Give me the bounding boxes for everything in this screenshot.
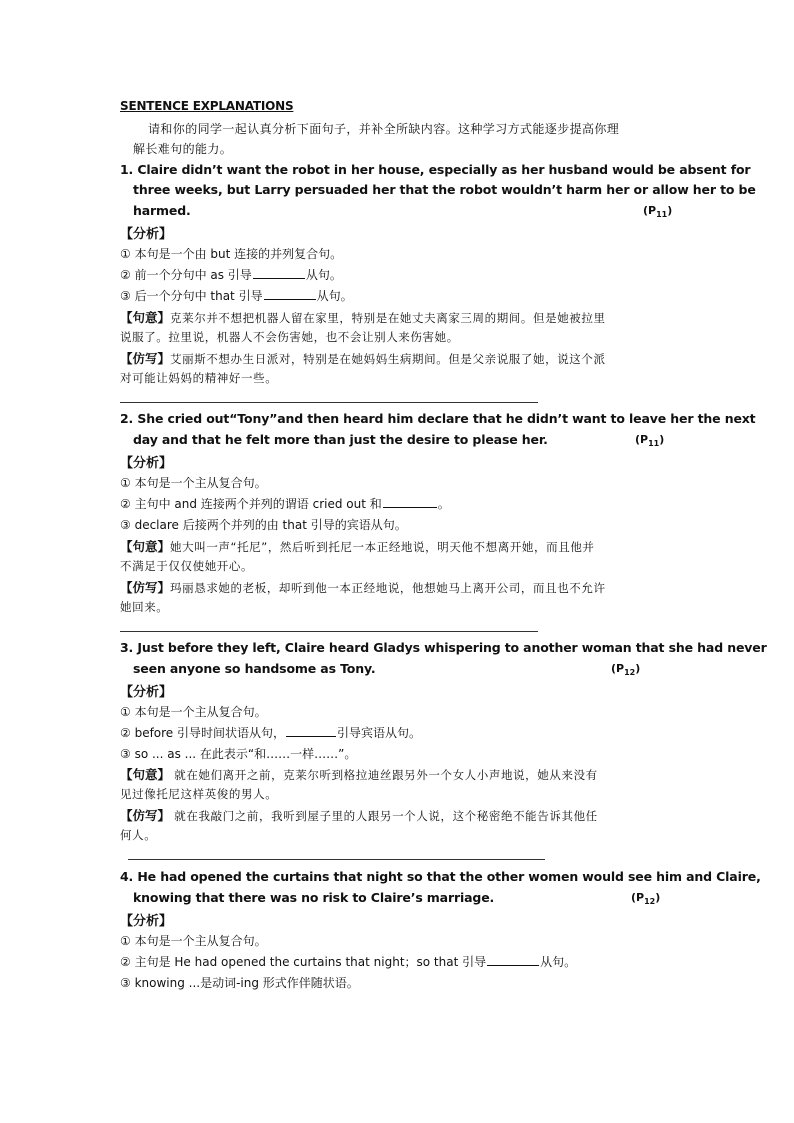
sentence-1-analysis-1: ① 本句是一个由 but 连接的并列复合句。 — [120, 247, 343, 261]
sentence-3-meaning: 【句意】 就在她们离开之前，克莱尔听到格拉迪丝跟另外一个女人小声地说，她从来没有 — [120, 767, 598, 782]
divider-line — [128, 859, 545, 860]
sentence-2-imitation-cont: 她回来。 — [120, 600, 169, 614]
answer-blank[interactable] — [383, 496, 437, 508]
sentence-3-imitation: 【仿写】 就在我敲门之前，我听到屋子里的人跟另一个人说，这个秘密绝不能告诉其他任 — [120, 808, 598, 823]
sentence-1-analysis-2: ② 前一个分句中 as 引导 从句。 — [120, 268, 342, 282]
sentence-3-analysis-3: ③ so ... as ... 在此表示“和……一样……”。 — [120, 747, 357, 761]
sentence-4-page-ref: $(P_{12})$ — [631, 891, 661, 907]
sentence-4-analysis-1: ① 本句是一个主从复合句。 — [120, 934, 267, 948]
sentence-4-line-2: knowing that there was no risk to Claire’s marriage. — [133, 890, 495, 905]
sentence-2-line-1: 2. She cried out“Tony”and then heard him declare that he didn’t want to leave her the next — [120, 411, 756, 426]
sentence-1-meaning: 【句意】克莱尔并不想把机器人留在家里，特别是在她丈夫离家三周的期间。但是她被拉里 — [120, 310, 606, 325]
divider-line — [120, 631, 538, 632]
sentence-1-page-ref: $(P_{11})$ — [643, 204, 673, 220]
sentence-4-analysis-2: ② 主句是 He had opened the curtains that night；so that 引导 从句。 — [120, 955, 577, 969]
sentence-3-page-ref: $(P_{12})$ — [611, 662, 641, 678]
sentence-1-meaning-cont: 说服了。拉里说，机器人不会伤害她，也不会让别人来伤害她。 — [120, 330, 459, 344]
sentence-2-analysis-3: ③ declare 后接两个并列的由 that 引导的宾语从句。 — [120, 518, 407, 532]
sentence-2-analysis-label: 【分析】 — [120, 456, 173, 471]
sentence-1-line-2: three weeks, but Larry persuaded her that the robot wouldn’t harm her or allow her to be — [133, 182, 756, 197]
answer-blank[interactable] — [286, 725, 336, 737]
intro-line-2: 解长难句的能力。 — [133, 142, 233, 156]
sentence-4-analysis-label: 【分析】 — [120, 914, 173, 929]
sentence-2-meaning: 【句意】她大叫一声“托尼”，然后听到托尼一本正经地说，明天他不想离开她，而且他并 — [120, 539, 595, 554]
section-heading: SENTENCE EXPLANATIONS — [120, 99, 294, 113]
answer-blank[interactable] — [264, 288, 316, 300]
sentence-3-line-2: seen anyone so handsome as Tony. — [133, 661, 376, 676]
sentence-3-analysis-1: ① 本句是一个主从复合句。 — [120, 705, 267, 719]
sentence-3-analysis-2: ② before 引导时间状语从句， 引导宾语从句。 — [120, 726, 422, 740]
sentence-4-analysis-3: ③ knowing ...是动词-ing 形式作伴随状语。 — [120, 976, 359, 990]
sentence-3-line-1: 3. Just before they left, Claire heard Gladys whispering to another woman that she had never — [120, 640, 767, 655]
sentence-4-line-1: 4. He had opened the curtains that night so that the other women would see him and Claire, — [120, 869, 761, 884]
divider-line — [120, 402, 538, 403]
sentence-1-analysis-label: 【分析】 — [120, 227, 173, 242]
sentence-1-line-1: 1. Claire didn’t want the robot in her house, especially as her husband would be absent for — [120, 162, 751, 177]
sentence-1-imitation-cont: 对可能让妈妈的精神好一些。 — [120, 371, 278, 385]
sentence-1-imitation: 【仿写】艾丽斯不想办生日派对，特别是在她妈妈生病期间。但是父亲说服了她，说这个派 — [120, 351, 606, 366]
sentence-3-imitation-cont: 何人。 — [120, 828, 157, 842]
sentence-3-meaning-cont: 见过像托尼这样英俊的男人。 — [120, 787, 278, 801]
answer-blank[interactable] — [253, 267, 305, 279]
intro-line-1: 请和你的同学一起认真分析下面句子，并补全所缺内容。这种学习方式能逐步提高你理 — [148, 122, 620, 136]
sentence-3-analysis-label: 【分析】 — [120, 685, 173, 700]
sentence-2-page-ref: $(P_{11})$ — [635, 433, 665, 449]
sentence-1-line-3: harmed. — [133, 203, 191, 218]
sentence-2-analysis-1: ① 本句是一个主从复合句。 — [120, 476, 267, 490]
sentence-2-analysis-2: ② 主句中 and 连接两个并列的谓语 cried out 和 。 — [120, 497, 450, 511]
sentence-1-analysis-3: ③ 后一个分句中 that 引导 从句。 — [120, 289, 353, 303]
sentence-2-line-2: day and that he felt more than just the desire to please her. — [133, 432, 548, 447]
sentence-2-imitation: 【仿写】玛丽恳求她的老板，却听到他一本正经地说，他想她马上离开公司，而且也不允许 — [120, 580, 606, 595]
sentence-2-meaning-cont: 不满足于仅仅使她开心。 — [120, 559, 254, 573]
answer-blank[interactable] — [487, 954, 539, 966]
